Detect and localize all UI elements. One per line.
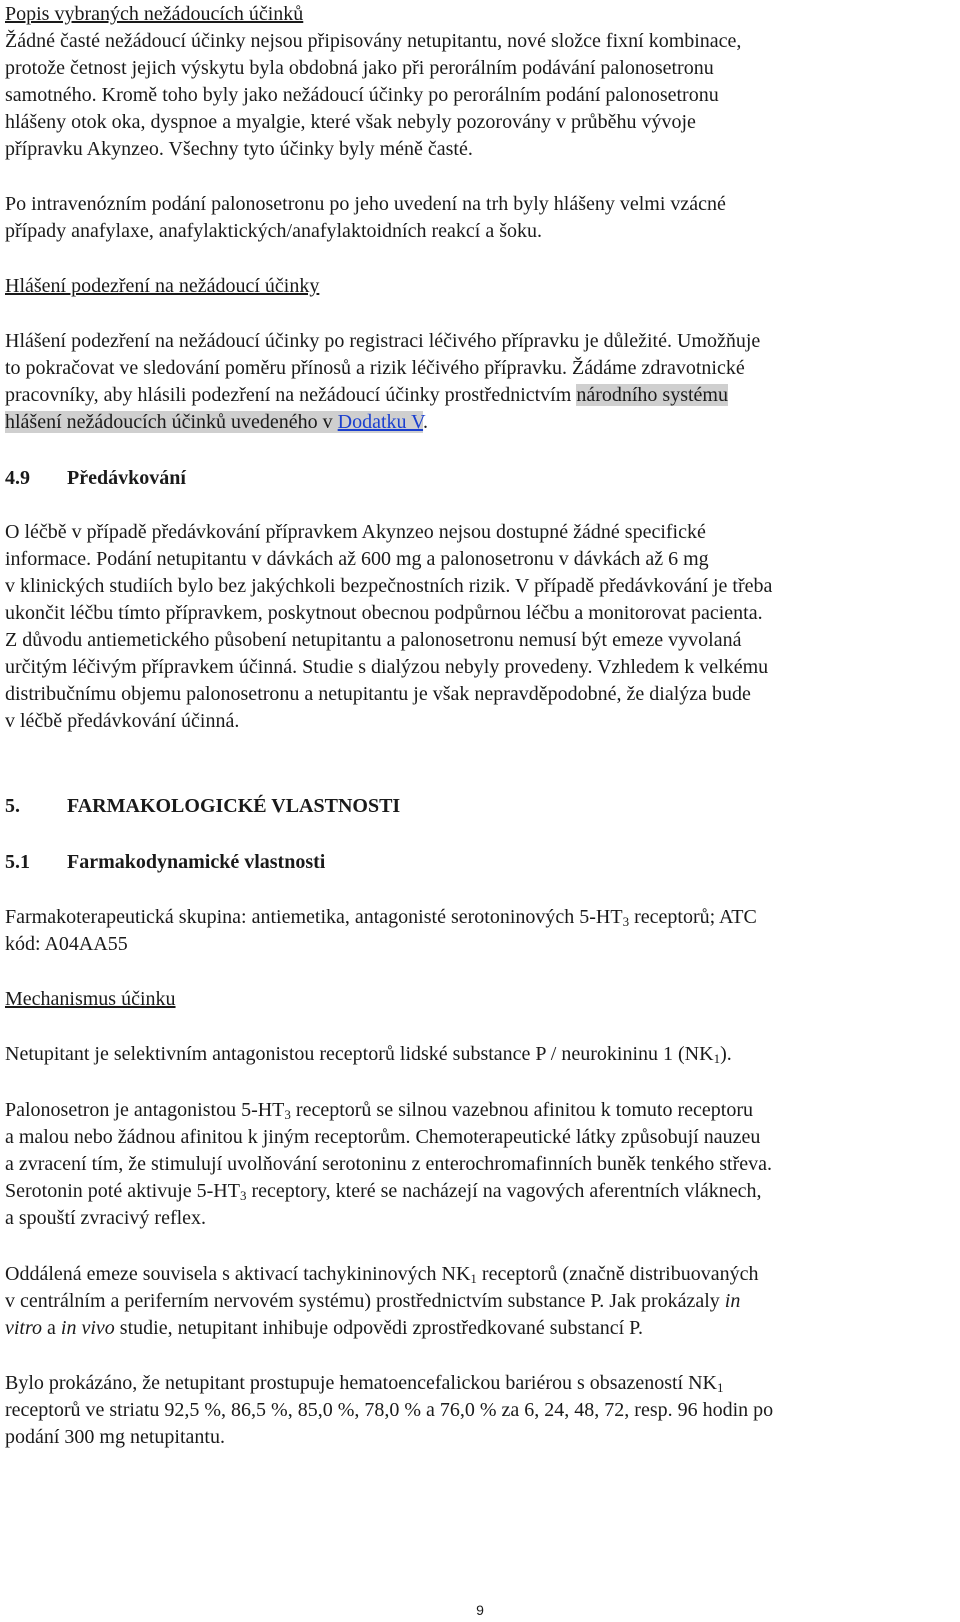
section-number: 5.1 [5,851,30,873]
subscript: 1 [470,1271,477,1286]
subscript: 1 [717,1380,724,1395]
text-line: Z důvodu antiemetického působení netupitantu a palonosetronu nemusí být emeze vyvolaná [5,629,742,651]
text-line: a zvracení tím, že stimulují uvolňování serotoninu z enterochromafinních buněk tenkého střeva. [5,1153,772,1175]
section-heading-hlaseni: Hlášení podezření na nežádoucí účinky [5,275,320,297]
text-line: určitým léčivým přípravkem účinná. Studie s dialýzou nebyly provedeny. Vzhledem k velkému [5,656,769,678]
page-number: 9 [476,1602,484,1618]
text-run: hlášení nežádoucích účinků uvedeného v [5,411,338,433]
highlighted-text: národního systému [576,384,728,406]
text-run: Netupitant je selektivním antagonistou receptorů lidské substance P / neurokininu 1 (NK [5,1043,714,1065]
highlighted-text [5,411,423,433]
text-run: Palonosetron je antagonistou 5-HT [5,1099,285,1121]
subscript: 3 [239,1188,247,1203]
text-line [5,1260,758,1288]
subscript: 3 [284,1107,291,1122]
text-line [5,1040,732,1068]
section-heading-popis: Popis vybraných nežádoucích účinků [5,3,304,25]
text-line: a spouští zvracivý reflex. [5,1207,207,1229]
section-title: Předávkování [67,467,186,489]
text-line [5,1314,643,1342]
section-heading-5-1 [5,848,325,876]
text-line [5,1369,724,1397]
text-line: hlášeny otok oka, dyspnoe a myalgie, které však nebyly pozorovány v průběhu vývoje [5,111,696,133]
section-heading-mechanismus: Mechanismus účinku [5,988,176,1010]
text-run: v centrálním a periferním nervovém systému) prostřednictvím substance P. Jak prokázaly [5,1290,725,1312]
text-line: případy anafylaxe, anafylaktických/anafylaktoidních reakcí a šoku. [5,220,542,242]
text-run: Bylo prokázáno, že netupitant prostupuje hematoencefalickou bariérou s obsazeností NK [5,1372,717,1394]
section-title: FARMAKOLOGICKÉ VLASTNOSTI [67,795,401,817]
text-line: to pokračovat ve sledování poměru přínosů a rizik léčivého přípravku. Žádáme zdravotnické [5,357,745,379]
text-run: a [42,1317,61,1339]
section-number: 4.9 [5,467,30,489]
text-run: receptorů (značně distribuovaných [476,1263,759,1285]
subscript: 1 [713,1051,721,1066]
text-line: kód: A04AA55 [5,933,128,955]
text-line: přípravku Akynzeo. Všechny tyto účinky byly méně časté. [5,138,473,160]
text-run: ). [720,1043,732,1065]
text-line [5,1096,753,1124]
section-title: Farmakodynamické vlastnosti [67,851,326,873]
text-line: a malou nebo žádnou afinitou k jiným receptorům. Chemoterapeutické látky způsobují nauzeu [5,1126,761,1148]
text-line: v klinických studiích bylo bez jakýchkoli bezpečnostních rizik. V případě předávkování je třeba [5,575,773,597]
appendix-link[interactable]: Dodatku V [337,411,424,433]
text-line: Po intravenózním podání palonosetronu po jeho uvedení na trh byly hlášeny velmi vzácné [5,193,726,215]
text-line [5,1177,762,1205]
text-line: podání 300 mg netupitantu. [5,1426,225,1448]
section-heading-5 [5,792,400,820]
text-line: O léčbě v případě předávkování přípravkem Akynzeo nejsou dostupné žádné specifické [5,521,706,543]
italic-text: vitro [5,1317,43,1339]
text-line: distribučnímu objemu palonosetronu a netupitantu je však nepravděpodobné, že dialýza bude [5,683,751,705]
text-line: protože četnost jejich výskytu byla obdobná jako při perorálním podávání palonosetronu [5,57,714,79]
text-line [5,903,757,931]
text-line: informace. Podání netupitantu v dávkách až 600 mg a palonosetronu v dávkách až 6 mg [5,548,709,570]
section-heading-4-9 [5,464,186,492]
text-line [5,408,428,436]
text-line: receptorů ve striatu 92,5 %, 86,5 %, 85,0 %, 78,0 % a 76,0 % za 6, 24, 48, 72, resp. 96 hodin po [5,1399,774,1421]
text-run: Oddálená emeze souvisela s aktivací tachykininových NK [5,1263,471,1285]
text-run: receptory, které se nacházejí na vagových aferentních vláknech, [246,1180,762,1202]
text-line [5,381,728,409]
text-run: Farmakoterapeutická skupina: antiemetika, antagonisté serotoninových 5-HT [5,906,623,928]
text-run: receptorů; ATC [629,906,757,928]
text-line: samotného. Kromě toho byly jako nežádoucí účinky po perorálním podání palonosetronu [5,84,719,106]
text-line: Žádné časté nežádoucí účinky nejsou připisovány netupitantu, nové složce fixní kombinace, [5,30,742,52]
section-number: 5. [5,795,20,817]
text-run: receptorů se silnou vazebnou afinitou k tomuto receptoru [290,1099,753,1121]
text-line: Hlášení podezření na nežádoucí účinky po registraci léčivého přípravku je důležité. Umožňuje [5,330,761,352]
italic-text: in [724,1290,741,1312]
italic-text: in vivo [60,1317,115,1339]
text-run: studie, netupitant inhibuje odpovědi zprostředkované substancí P. [114,1317,644,1339]
text-run: Serotonin poté aktivuje 5-HT [5,1180,240,1202]
text-line: v léčbě předávkování účinná. [5,710,240,732]
text-line [5,1287,740,1315]
text-run: pracovníky, aby hlásili podezření na nežádoucí účinky prostřednictvím [5,384,577,406]
subscript: 3 [622,914,630,929]
text-run: . [423,411,429,433]
text-line: ukončit léčbu tímto přípravkem, poskytnout obecnou podpůrnou léčbu a monitorovat pacienta. [5,602,763,624]
